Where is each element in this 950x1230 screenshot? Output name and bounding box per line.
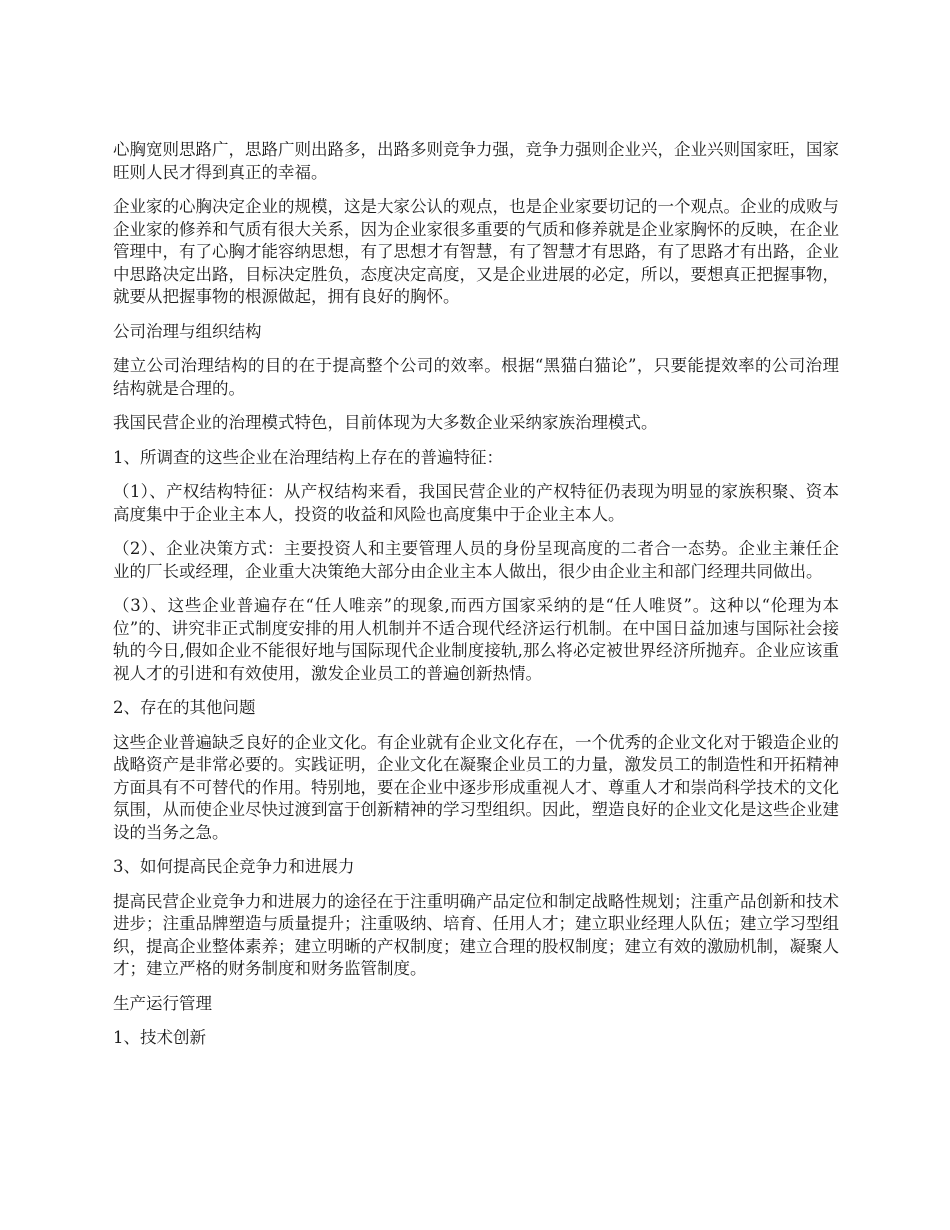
subheading-other-problems: 2、存在的其他问题 — [113, 698, 256, 717]
list-item-ownership-structure: （1）、产权结构特征：从产权结构来看，我国民营企业的产权特征仍表现为明显的家族积聚、资本高度集中于企业主本人，投资的收益和风险也高度集中于企业主本人。 — [113, 482, 839, 524]
list-item-decision-making: （2）、企业决策方式：主要投资人和主要管理人员的身份呈现高度的二者合一态势。企业主兼任企业的厂长或经理，企业重大决策绝大部分由企业主本人做出，很少由企业主和部门经理共同做出。 — [113, 539, 839, 581]
list-item-nepotism: （3）、这些企业普遍存在“任人唯亲”的现象,而西方国家采纳的是“任人唯贤”。这种以“伦理为本位”的、讲究非正式制度安排的用人机制并不适合现代经济运行机制。在中国日益加速与国际社会接轨的今日,假如企业不能很好地与国际现代企业制度接轨,那么将必定被世界经济所抛弃。企业应该重视人才的引进和有效使用，激发企业员工的普遍创新热情。 — [113, 596, 839, 683]
paragraph-intro-mindset: 心胸宽则思路广，思路广则出路多，出路多则竞争力强，竞争力强则企业兴，企业兴则国家旺，国家旺则人民才得到真正的幸福。 — [113, 140, 839, 182]
paragraph-competitiveness-ways: 提高民营企业竞争力和进展力的途径在于注重明确产品定位和制定战略性规划；注重产品创新和技术进步；注重品牌塑造与质量提升；注重吸纳、培育、任用人才；建立职业经理人队伍；建立学习型组织，提高企业整体素养；建立明晰的产权制度；建立合理的股权制度；建立有效的激励机制，凝聚人才；建立严格的财务制度和财务监管制度。 — [113, 891, 839, 978]
paragraph-corporate-culture: 这些企业普遍缺乏良好的企业文化。有企业就有企业文化存在，一个优秀的企业文化对于锻造企业的战略资产是非常必要的。实践证明，企业文化在凝聚企业员工的力量，激发员工的制造性和开拓精神方面具有不可替代的作用。特别地，要在企业中逐步形成重视人才、尊重人才和崇尚科学技术的文化氛围，从而使企业尽快过渡到富于创新精神的学习型组织。因此，塑造良好的企业文化是这些企业建设的当务之急。 — [113, 732, 839, 842]
paragraph-governance-purpose: 建立公司治理结构的目的在于提高整个公司的效率。根据“黑猫白猫论”，只要能提效率的公司治理结构就是合理的。 — [113, 356, 839, 398]
subheading-common-features: 1、所调查的这些企业在治理结构上存在的普遍特征： — [113, 447, 503, 467]
section-heading-production: 生产运行管理 — [113, 993, 212, 1013]
paragraph-governance-mode: 我国民营企业的治理模式特色，目前体现为大多数企业采纳家族治理模式。 — [113, 413, 658, 432]
section-heading-governance: 公司治理与组织结构 — [113, 321, 262, 341]
subheading-tech-innovation: 1、技术创新 — [113, 1028, 206, 1047]
subheading-competitiveness: 3、如何提高民企竞争力和进展力 — [113, 857, 355, 876]
paragraph-entrepreneur-mind: 企业家的心胸决定企业的规模，这是大家公认的观点，也是企业家要切记的一个观点。企业的成败与企业家的修养和气质有很大关系，因为企业家很多重要的气质和修养就是企业家胸怀的反映，在企业管理中，有了心胸才能容纳思想，有了思想才有智慧，有了智慧才有思路，有了思路才有出路，企业中思路决定出路，目标决定胜负，态度决定高度，又是企业进展的必定，所以，要想真正把握事物，就要从把握事物的根源做起，拥有良好的胸怀。 — [113, 197, 839, 306]
document-body — [113, 139, 839, 1062]
